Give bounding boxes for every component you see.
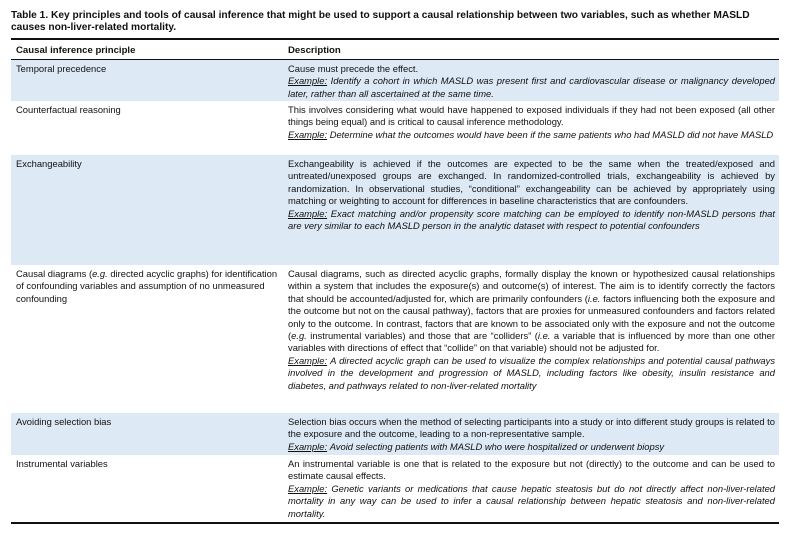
example-text: Avoid selecting patients with MASLD who were hospitalized or underwent biopsy	[329, 440, 665, 452]
description-text: Selection bias occurs when the method of selecting participants into a study or into different study groups is related to the exposure and the outcome, leading to a non-representative sample.	[288, 416, 775, 440]
description-text: instrumental variables) and those that are “colliders” (	[306, 330, 538, 342]
example-label: Example:	[288, 75, 328, 87]
description-text: Causal diagrams, such as directed acyclic graphs, formally display the known or hypothesized causal relationships within a system that includes the exposure(s) and outcome(s) of interest. The aim is to identify correctly the factors that should be accounted/adjusted for, which are primarily confounders (	[288, 268, 775, 304]
table-row	[11, 155, 779, 265]
description-text: An instrumental variable is one that is related to the exposure but not (directly) to the outcome and can be used to estimate causal effects.	[288, 458, 775, 482]
example-text: Identify a cohort in which MASLD was present first and cardiovascular disease or malignancy developed later, rather than all ascertained at the same time.	[288, 75, 775, 99]
description-cell	[288, 63, 775, 100]
header-principle: Causal inference principle	[16, 45, 136, 56]
principle-cell	[16, 268, 278, 305]
principle-cell: Exchangeability	[16, 158, 82, 169]
bottom-rule	[11, 522, 779, 524]
description-cell	[288, 416, 775, 453]
description-cell	[288, 104, 775, 141]
principle-cell: Counterfactual reasoning	[16, 104, 121, 115]
description-ie: i.e.	[587, 292, 601, 304]
example-text: Determine what the outcomes would have been if the same patients who had MASLD did not have MASLD	[329, 128, 774, 140]
example-label: Example:	[288, 354, 328, 366]
description-text: a variable that is influenced by more than one other variables with directions of effect that “collide” on that variable) should not be adjusted for.	[288, 330, 775, 354]
example-text: Genetic variants or medications that cause hepatic steatosis but do not directly affect non-liver-related mortality in any way can be used to infer a causal relationship between hepatic steatosis and non-liver-related mortality.	[288, 482, 775, 519]
principle-cell: Avoiding selection bias	[16, 416, 112, 427]
example-label: Example:	[288, 207, 328, 219]
description-ie: i.e.	[537, 330, 551, 342]
table-row	[11, 60, 779, 101]
example-text: A directed acyclic graph can be used to visualize the complex relationships and potential causal pathways involved in the development and progression of MASLD, including factors like obesity, insulin resistance and diabetes, and pathways related to non-liver-related mortality	[288, 354, 776, 391]
example-label: Example:	[288, 440, 328, 452]
example-label: Example:	[288, 128, 328, 140]
principle-cell: Instrumental variables	[16, 458, 108, 469]
table-row	[11, 413, 779, 455]
table-row	[11, 455, 779, 522]
principle-text: Causal diagrams (	[16, 268, 93, 279]
description-cell	[288, 158, 775, 232]
table-row	[11, 101, 779, 155]
example-text: Exact matching and/or propensity score matching can be employed to identify non-MASLD persons that are very similar to each MASLD person in the analytic dataset with respect to potential confounders	[288, 207, 775, 232]
table-row	[11, 265, 779, 413]
description-eg: e.g.	[291, 330, 307, 342]
description-text: Exchangeability is achieved if the outcomes are expected to be the same when the treated/exposed and untreated/unexposed groups are exchanged. In randomized-controlled trials, exchangeability is achieved by randomization. In observational studies, “conditional” exchangeability can be achieved by appropriately using matching or weighting to account for differences in baseline characteristics that are confounders.	[288, 158, 775, 207]
top-rule	[11, 38, 779, 40]
description-text: factors influencing both the exposure and the outcome but not on the causal pathway), factors that are proxies for unmeasured confounders and factors related only to the outcome. In contrast, factors that are known to be associated only with the exposure and not the outcome (	[288, 292, 775, 342]
description-cell	[288, 268, 775, 392]
principle-text: directed acyclic graphs) for identification of confounding variables and assumption of no unmeasured confounding	[16, 268, 278, 304]
description-cell	[288, 458, 775, 520]
table-caption: Table 1. Key principles and tools of causal inference that might be used to support a causal relationship between two variables, such as whether MASLD causes non-liver-related mortality.	[11, 10, 750, 33]
description-text: Cause must precede the effect.	[288, 63, 419, 74]
principle-eg: e.g.	[92, 268, 108, 279]
description-text: This involves considering what would have happened to exposed individuals if they had not been exposed (all other things being equal) and is critical to causal inference methodology.	[288, 104, 775, 128]
principle-cell: Temporal precedence	[16, 63, 107, 74]
example-label: Example:	[288, 482, 328, 494]
header-description: Description	[288, 45, 341, 56]
